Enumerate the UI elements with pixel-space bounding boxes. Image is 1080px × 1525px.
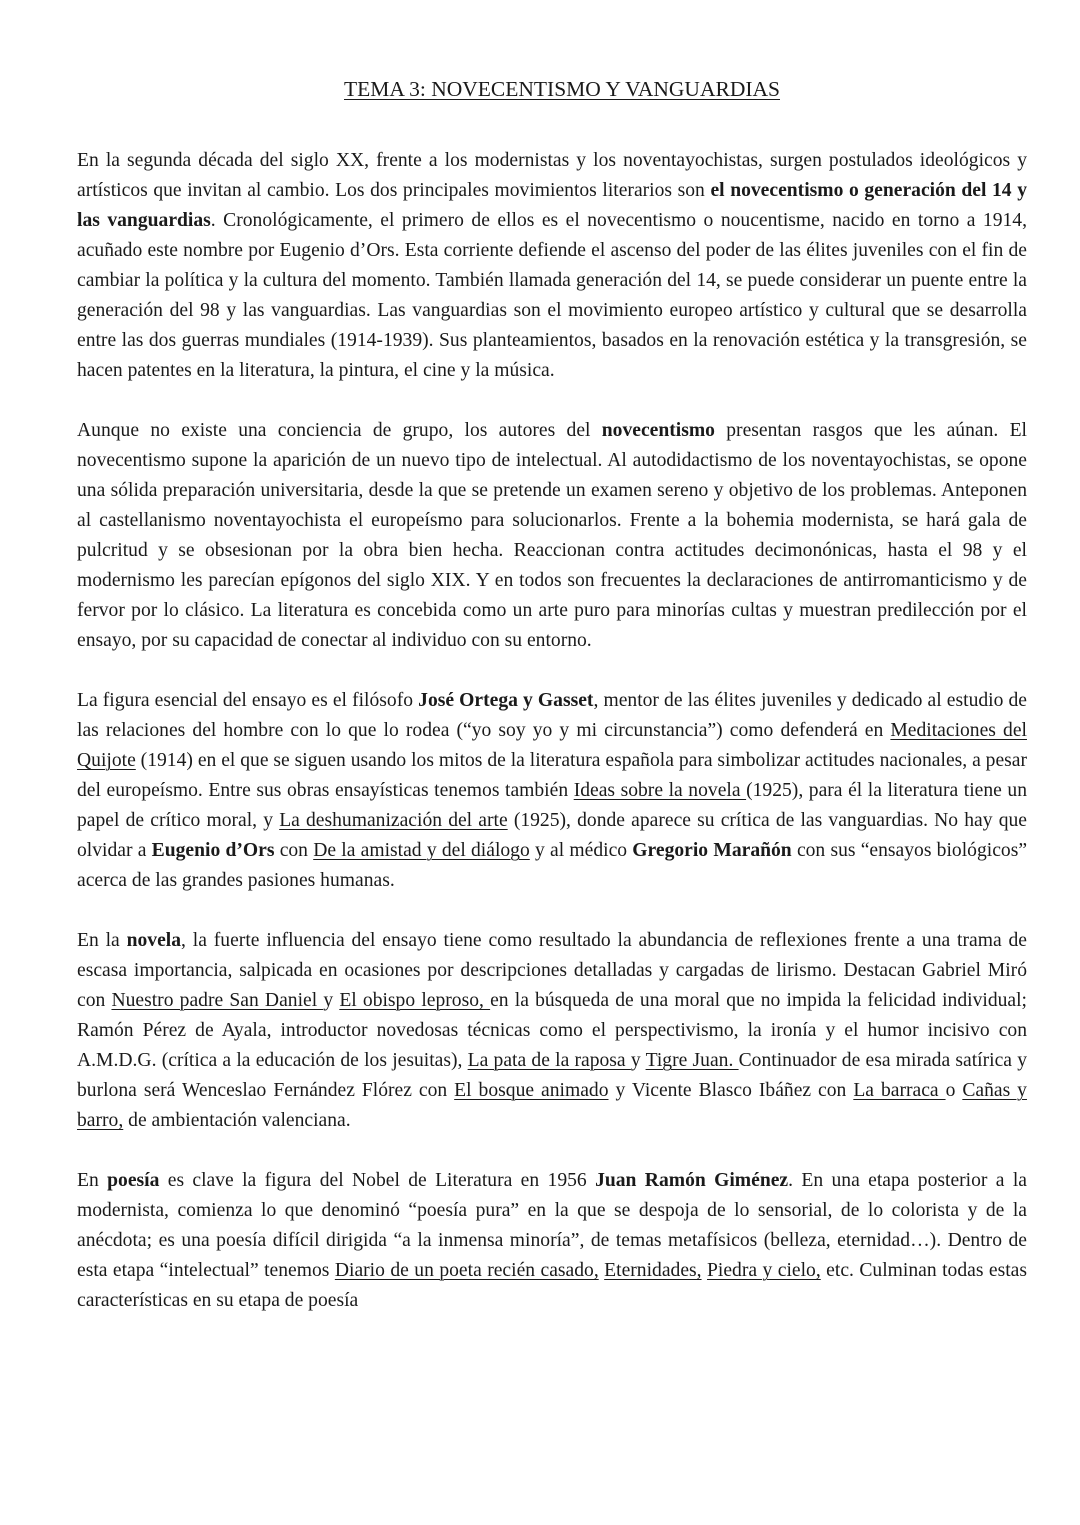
work-title: Tigre Juan.: [645, 1050, 739, 1071]
text-run: La figura esencial del ensayo es el filósofo: [77, 690, 419, 711]
text-run: de ambientación valenciana.: [123, 1110, 351, 1131]
work-title: La barraca: [853, 1080, 946, 1101]
text-run: (1914) en el que se siguen usando los mitos de la literatura española para simbolizar actitudes nacionales, a pesar del europeísmo. Entre sus obras ensayísticas tenemos también: [77, 750, 1028, 801]
paragraph-ensayo: [77, 686, 1027, 896]
page-title: TEMA 3: NOVECENTISMO Y VANGUARDIAS: [344, 77, 780, 101]
text-run: y al médico: [529, 840, 633, 861]
work-title: El bosque animado: [454, 1080, 609, 1101]
text-run: presentan rasgos que les aúnan. El novecentismo supone la aparición de un nuevo tipo de intelectual. Al autodidactismo de los noventayochistas, se opone una sólida preparación universitaria, desde la que se pretende un examen sereno y objetivo de los problemas. Anteponen al castellanismo noventayochista el europeísmo para solucionarlos. Frente a la bohemia modernista, se hará gala de pulcritud y se obsesionan por la obra bien hecha. Reaccionan contra actitudes decimonónicas, hasta el 98 y el modernismo les parecían epígonos del siglo XIX. Y en todos son frecuentes la declaraciones de antirromanticismo y de fervor por lo clásico. La literatura es concebida como un arte puro para minorías cultas y muestran predilección por el ensayo, por su capacidad de conectar al individuo con su entorno.: [77, 420, 1027, 651]
work-title: Eternidades,: [604, 1260, 702, 1281]
paragraph-poesia: [77, 1166, 1027, 1316]
text-run: Continuador de esa mirada satírica y burlona será Wenceslao Fernández Flórez con: [77, 1050, 1028, 1101]
work-title: La pata de la raposa: [467, 1050, 631, 1071]
text-run: y: [323, 990, 340, 1011]
text-run: (1925), donde aparece su crítica de las vanguardias. No hay que olvidar a: [77, 810, 1027, 861]
work-title: Diario de un poeta recién casado,: [334, 1260, 599, 1281]
text-run: , la fuerte influencia del ensayo tiene como resultado la abundancia de reflexiones frente a una trama de escasa importancia, salpicada en ocasiones por descripciones detalladas y cargadas de lirismo. Destacan Gabriel Miró con: [77, 930, 1027, 1011]
author-name: Gregorio Marañón: [632, 840, 792, 861]
work-title: Cañas y barro,: [77, 1080, 1027, 1131]
author-name: Eugenio d’Ors: [151, 840, 275, 861]
work-title: Meditaciones del Quijote: [77, 720, 1027, 771]
work-title: La deshumanización del arte: [279, 810, 508, 831]
author-name: José Ortega y Gasset: [418, 690, 594, 711]
work-title: Nuestro padre San Daniel: [111, 990, 324, 1011]
author-name: Juan Ramón Giménez: [595, 1170, 789, 1191]
text-run: y: [630, 1050, 646, 1071]
bold-term: poesía: [107, 1170, 160, 1191]
work-title: Piedra y cielo,: [707, 1260, 821, 1281]
bold-term: novela: [126, 930, 182, 951]
text-run: en la búsqueda de una moral que no impida la felicidad individual; Ramón Pérez de Ayala, introductor novedosas técnicas como el perspectivismo, la ironía y el humor incisivo con A.M.D.G. (crítica a la educación de los jesuitas),: [77, 990, 1027, 1071]
text-run: etc. Culminan todas estas características en su etapa de poesía: [77, 1260, 1027, 1311]
text-run: . En una etapa posterior a la modernista, comienza lo que denominó “poesía pura” en la que se despoja de lo sensorial, de lo colorista y de la anécdota; es una poesía difícil dirigida “a la inmensa minoría”, de temas metafísicos (belleza, eternidad…). Dentro de esta etapa “intelectual” tenemos: [77, 1170, 1027, 1281]
text-run: En: [77, 1170, 108, 1191]
text-run: o: [945, 1080, 963, 1101]
paragraph-novecentismo: [77, 416, 1027, 656]
text-run: y Vicente Blasco Ibáñez con: [608, 1080, 854, 1101]
text-run: Aunque no existe una conciencia de grupo, los autores del: [77, 420, 602, 441]
text-run: En la segunda década del siglo XX, frente a los modernistas y los noventayochistas, surgen postulados ideológicos y artísticos que invitan al cambio. Los dos principales movimientos literarios son: [77, 150, 1027, 201]
text-run: es clave la figura del Nobel de Literatura en 1956: [159, 1170, 596, 1191]
paragraph-novela: [77, 926, 1027, 1136]
work-title: El obispo leproso,: [339, 990, 491, 1011]
work-title: De la amistad y del diálogo: [313, 840, 530, 861]
text-run: En la: [77, 930, 127, 951]
text-run: , mentor de las élites juveniles y dedicado al estudio de las relaciones del hombre con lo que lo rodea (“yo soy yo y mi circunstancia”) como defenderá en: [77, 690, 1028, 741]
text-run: con: [274, 840, 314, 861]
text-run: . Cronológicamente, el primero de ellos es el novecentismo o noucentisme, nacido en torno a 1914, acuñado este nombre por Eugenio d’Ors. Esta corriente defiende el ascenso del poder de las élites juveniles con el fin de cambiar la política y la cultura del momento. También llamada generación del 14, se puede considerar un puente entre la generación del 98 y las vanguardias. Las vanguardias son el movimiento europeo artístico y cultural que se desarrolla entre las dos guerras mundiales (1914-1939). Sus planteamientos, basados en la renovación estética y la transgresión, se hacen patentes en la literatura, la pintura, el cine y la música.: [77, 210, 1027, 381]
work-title: Ideas sobre la novela: [573, 780, 747, 801]
text-run: (1925), para él la literatura tiene un papel de crítico moral, y: [77, 780, 1027, 831]
bold-term: el novecentismo o generación del 14 y las vanguardias: [77, 180, 1027, 231]
paragraph-intro: [77, 146, 1027, 386]
bold-term: novecentismo: [601, 420, 715, 441]
text-run: con sus “ensayos biológicos” acerca de las grandes pasiones humanas.: [77, 840, 1028, 891]
